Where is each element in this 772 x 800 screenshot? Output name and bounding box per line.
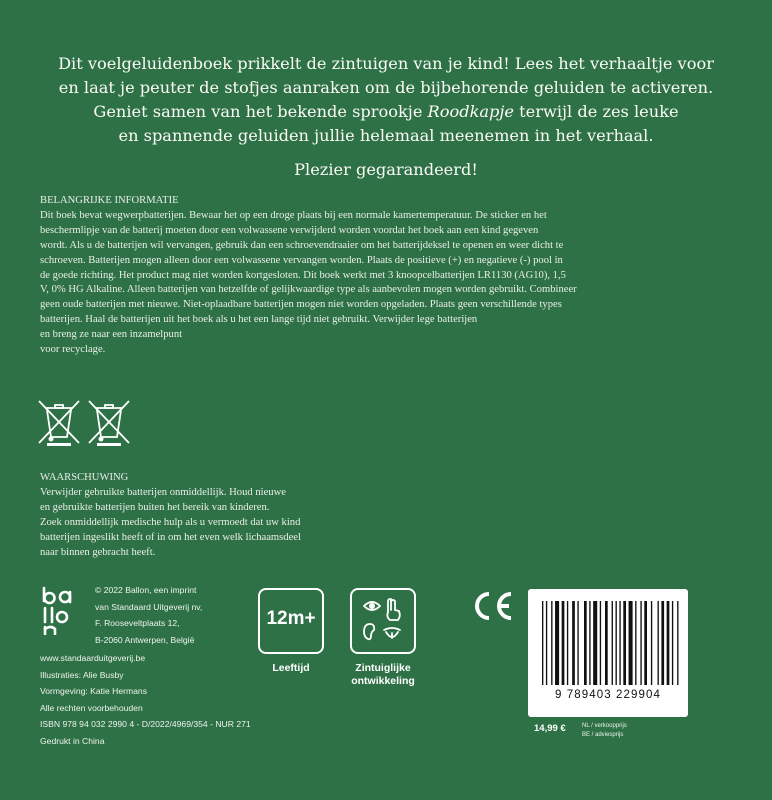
info-line: beschermlipje van de batterij moeten door een volwassene verwijderd worden voordat het boek aan een kind gegeven	[40, 224, 539, 236]
barcode-digits: 9 789403 229904	[554, 689, 662, 701]
barcode-bar	[567, 601, 568, 685]
warning-line: Verwijder gebruikte batterijen onmiddellijk. Houd nieuwe	[40, 486, 286, 498]
barcode-bar	[658, 601, 659, 685]
intro-line: en laat je peuter de stofjes aanraken om de bijbehorende geluiden te activeren.	[58, 78, 714, 97]
credit-line: Alle rechten voorbehouden	[40, 702, 143, 713]
info-line: de goede richting. Het product mag niet worden kortgesloten. Dit boek werkt met 3 knoopcelbatterijen LR1130 (AG10), 1,5	[40, 269, 566, 281]
intro-line-start: Geniet samen van het bekende sprookje	[93, 102, 428, 121]
price: 14,99 €	[534, 723, 566, 734]
barcode-bar	[593, 601, 597, 685]
barcode-bar	[619, 601, 620, 685]
barcode-bar	[677, 601, 678, 685]
barcode	[528, 589, 688, 717]
credit-line: Gedrukt in China	[40, 735, 105, 746]
barcode-bar	[572, 601, 575, 685]
info-line: Dit boek bevat wegwerpbatterijen. Bewaar het op een droge plaats bij een normale kamertemperatuur. De sticker en het	[40, 209, 547, 221]
intro-line: en spannende geluiden jullie helemaal meenemen in het verhaal.	[118, 126, 654, 145]
barcode-bar	[546, 601, 547, 685]
warning-line: naar binnen gebracht heeft.	[40, 546, 156, 558]
barcode-bar	[616, 601, 617, 685]
barcode-bar	[661, 601, 664, 685]
barcode-bar	[589, 601, 590, 685]
info-line: wordt. Als u de batterijen wil vervangen, gebruik dan een schroevendraaier om het batterijdeksel te openen en weer dicht te	[40, 239, 564, 251]
info-line: V, 0% HG Alkaline. Alleen batterijen van hetzelfde of gelijkwaardige type als aanbevolen mogen worden gebruikt. Combineer	[40, 284, 577, 296]
barcode-bar	[651, 601, 652, 685]
price-notes	[582, 722, 627, 740]
barcode-bar	[600, 601, 601, 685]
barcode-bar	[612, 601, 613, 685]
barcode-bar	[605, 601, 608, 685]
barcode-bar	[584, 601, 587, 685]
intro-line: Dit voelgeluidenboek prikkelt de zintuigen van je kind! Lees het verhaaltje voor	[58, 54, 714, 73]
credit-line: Illustraties: Alie Busby	[40, 669, 124, 680]
age-badge	[258, 588, 324, 654]
recycling-symbols	[36, 398, 136, 448]
info-line: voor recyclage.	[40, 344, 106, 356]
intro-cheer: Plezier gegarandeerd!	[294, 160, 478, 179]
senses-label-line: Zintuiglijke	[355, 662, 411, 674]
credit-line: F. Rooseveltplaats 12,	[95, 618, 180, 628]
barcode-bar	[555, 601, 559, 685]
info-line: schroeven. Batterijen mogen alleen door een volwassene vervangen worden. Plaats de positieve (+) en negatieve (-) pool in	[40, 254, 563, 266]
age-value: 12m+	[266, 608, 316, 629]
barcode-bar	[551, 601, 552, 685]
intro-text	[40, 52, 732, 182]
barcode-bar	[577, 601, 578, 685]
barcode-bar	[629, 601, 633, 685]
senses-badge	[350, 588, 416, 654]
important-information	[40, 194, 720, 358]
price-note-be: BE / adviesprijs	[582, 732, 624, 738]
website-text: www.standaarduitgeverij.be	[40, 653, 146, 663]
barcode-bar	[635, 601, 636, 685]
barcode-bar	[623, 601, 626, 685]
story-title: Roodkapje	[427, 102, 515, 121]
ballon-logo	[38, 585, 78, 635]
warning-line: en gebruikte batterijen buiten het bereik van kinderen.	[40, 501, 270, 513]
info-line: batterijen. Haal de batterijen uit het boek als u het een lange tijd niet gebruikt. Verwijder lege batterijen	[40, 314, 478, 326]
credit-line: B-2060 Antwerpen, België	[95, 634, 195, 645]
intro-line-end: terwijl de zes leuke	[514, 102, 679, 121]
intro-line	[40, 100, 732, 124]
age-label: Leeftijd	[272, 662, 310, 674]
crossed-out-bin-icon	[86, 398, 132, 446]
barcode-bar	[667, 601, 670, 685]
isbn-line: ISBN 978 94 032 2990 4 - D/2022/4969/354 - NUR 271	[40, 719, 251, 729]
barcode-bars	[536, 601, 680, 687]
barcode-bar	[672, 601, 673, 685]
warning-heading: WAARSCHUWING	[40, 472, 129, 483]
credit-line: van Standaard Uitgeverij nv,	[95, 601, 203, 612]
crossed-out-bin-icon	[36, 398, 82, 446]
info-line: en breng ze naar een inzamelpunt	[40, 329, 183, 341]
warning	[40, 471, 420, 560]
barcode-bar	[542, 601, 543, 685]
senses-icon	[352, 590, 414, 652]
barcode-bar	[644, 601, 647, 685]
senses-label-line: ontwikkeling	[351, 675, 415, 687]
barcode-bar	[640, 601, 641, 685]
warning-line: Zoek onmiddellijk medische hulp als u vermoedt dat uw kind	[40, 516, 301, 528]
ce-mark	[470, 590, 516, 622]
info-line: geen oude batterijen met nieuwe. Niet-oplaadbare batterijen mogen niet worden opgeladen. Plaats geen verschillende types	[40, 299, 562, 311]
warning-line: batterijen ingeslikt heeft of in om het even welk lichaamsdeel	[40, 531, 301, 543]
credit-line: Vormgeving: Katie Hermans	[40, 686, 147, 696]
senses-label	[333, 662, 433, 688]
price-note-nl: NL / verkoopprijs	[582, 723, 627, 729]
credit-line: © 2022 Ballon, een imprint	[95, 585, 197, 595]
info-heading: BELANGRIJKE INFORMATIE	[40, 195, 179, 206]
barcode-bar	[562, 601, 565, 685]
